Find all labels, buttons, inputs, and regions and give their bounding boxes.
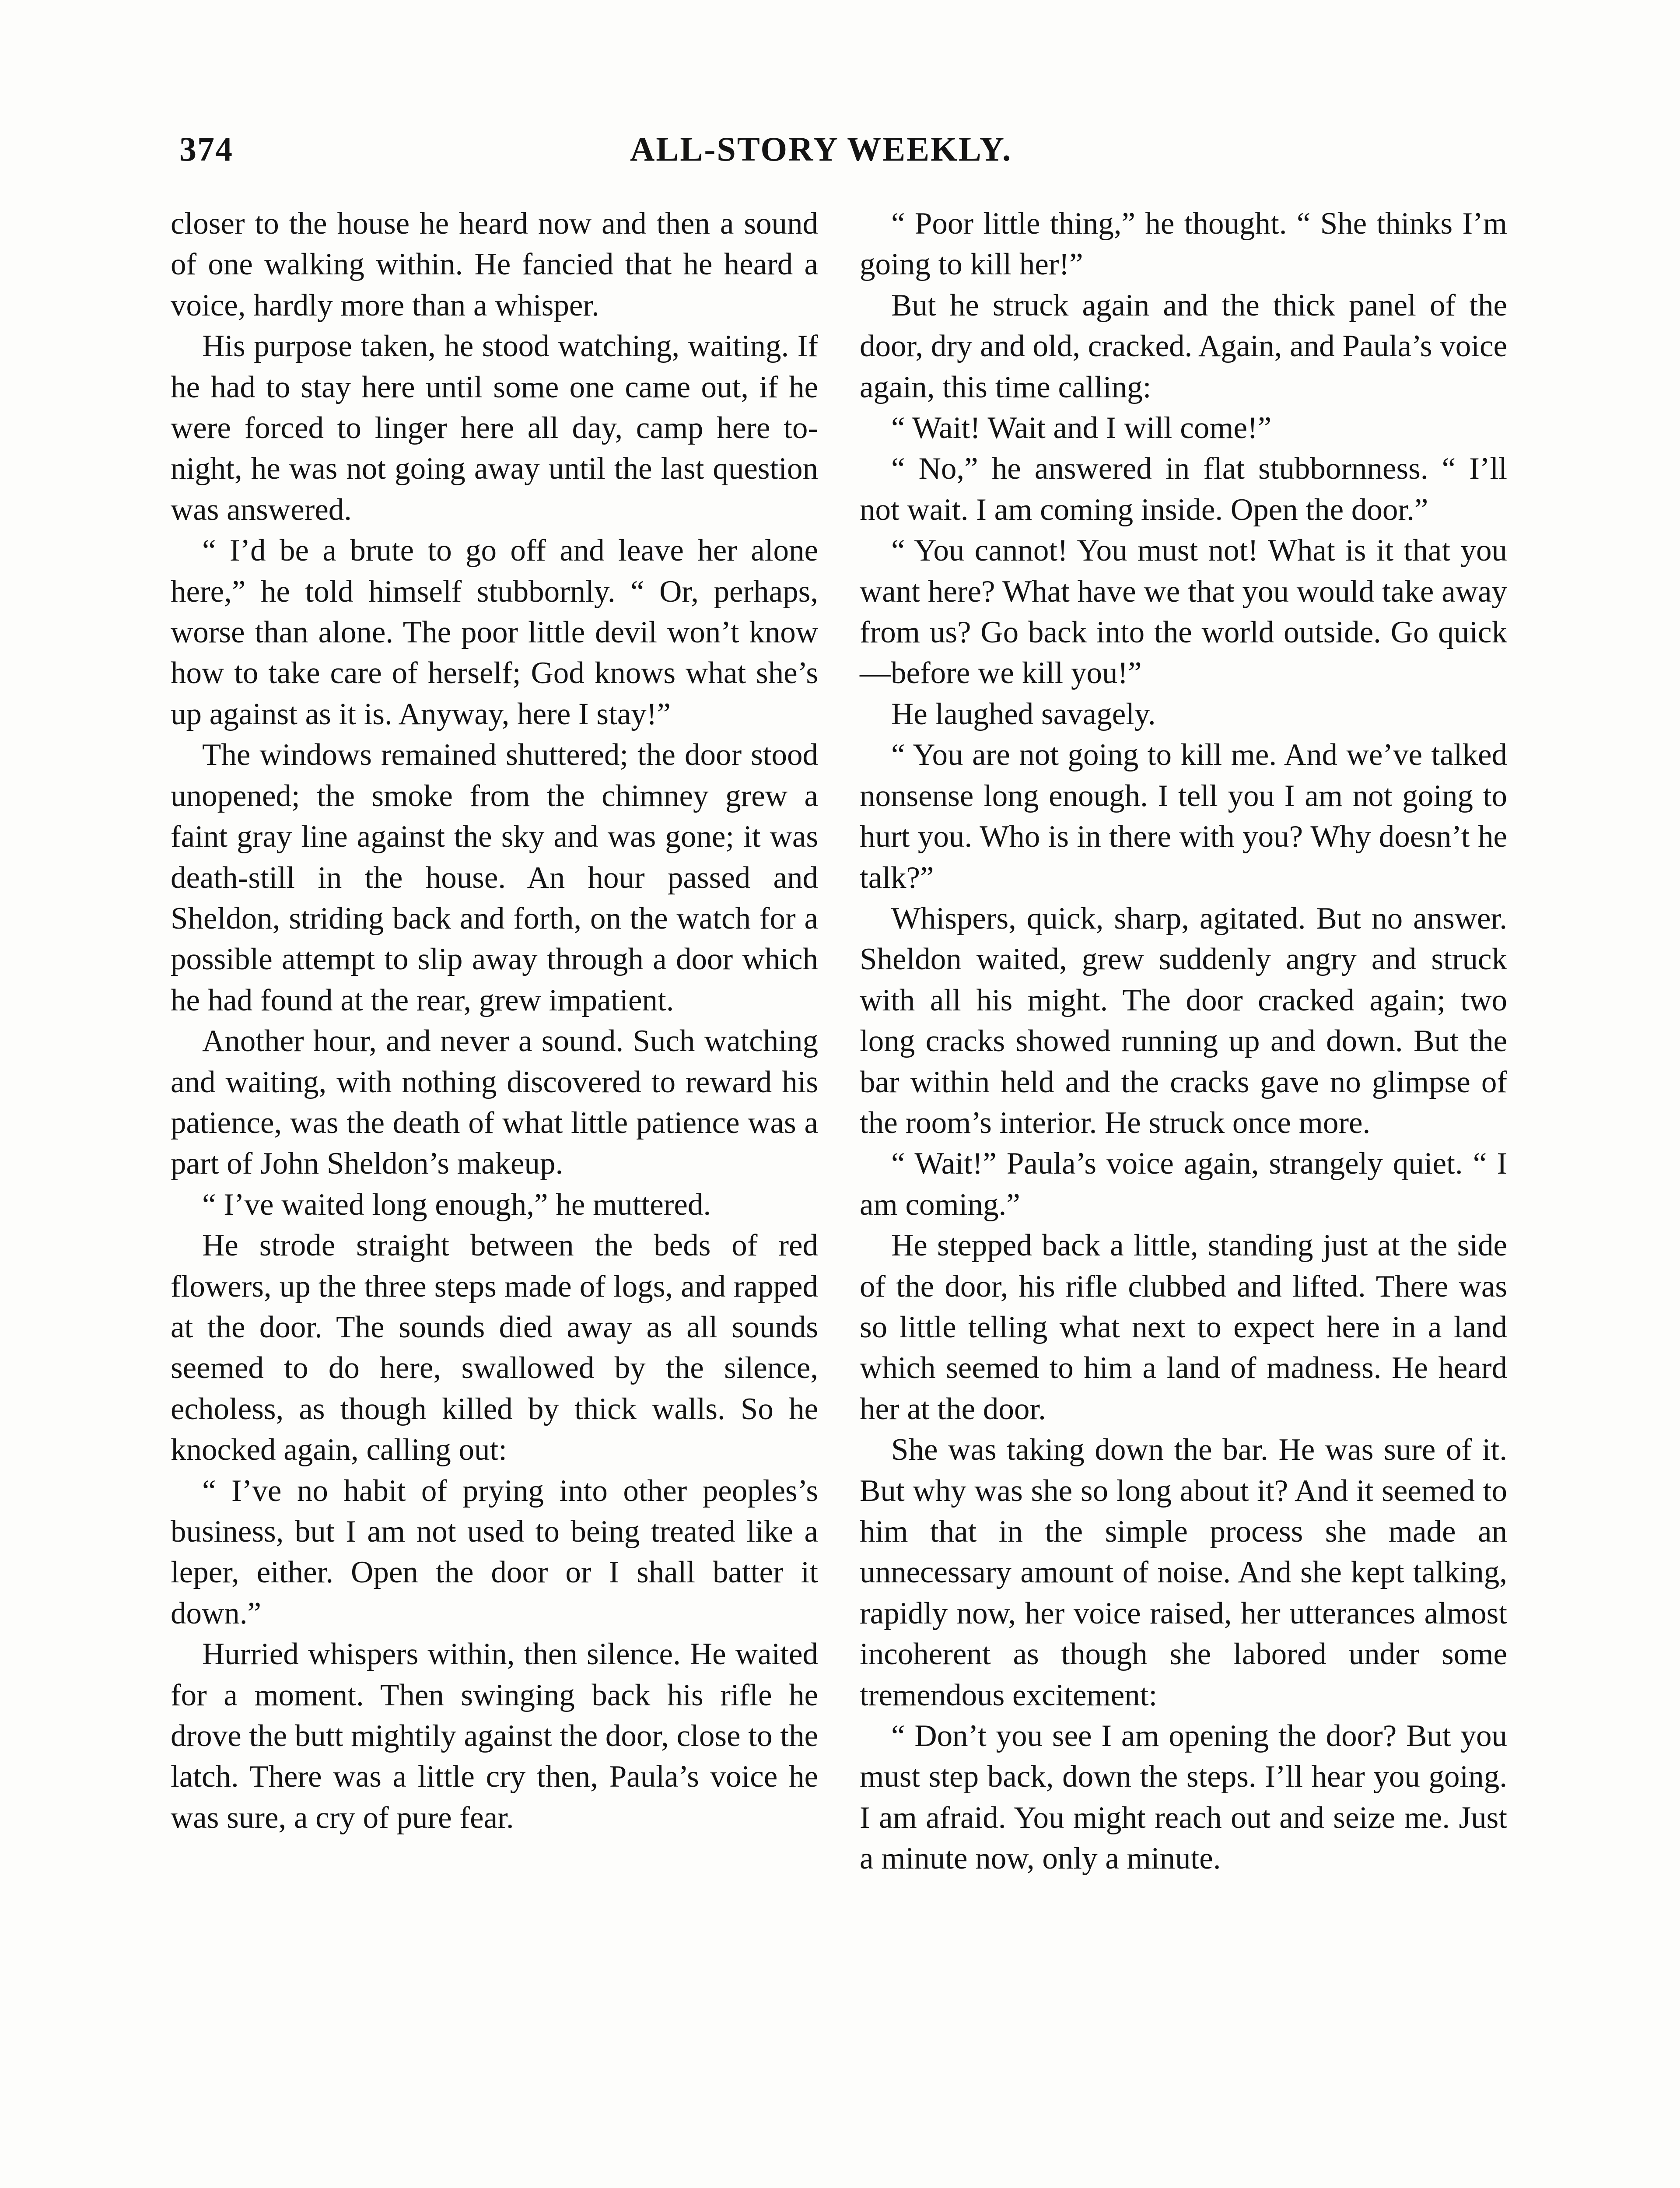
paragraph: “ I’d be a brute to go off and leave her alone here,” he told himself stubbornly. “ Or, perhaps, worse than alone. The poor little devil won’t know how to take care of herself; God knows what she’s up against as it is. Anyway, here I stay!” <box>171 533 818 731</box>
right-column <box>860 203 1507 1879</box>
page-number: 374 <box>179 130 233 168</box>
paragraph: “ No,” he answered in flat stubbornness. “ I’ll not wait. I am coming inside. Open the door.” <box>860 452 1507 527</box>
running-title: ALL-STORY WEEKLY. <box>630 130 1012 168</box>
paragraph: He stepped back a little, standing just at the side of the door, his rifle clubbed and lifted. There was so little telling what next to expect here in a land which seemed to him a land of madness. He heard her at the door. <box>860 1228 1507 1426</box>
paragraph: “ Wait! Wait and I will come!” <box>891 411 1272 445</box>
left-column <box>171 203 818 1838</box>
paragraph: He laughed savagely. <box>891 697 1156 731</box>
paragraph: closer to the house he heard now and then a sound of one walking within. He fancied that he heard a voice, hardly more than a whisper. <box>171 207 818 323</box>
paragraph: “ Poor little thing,” he thought. “ She thinks I’m going to kill her!” <box>860 207 1507 282</box>
paragraph: The windows remained shuttered; the door stood unopened; the smoke from the chimney grew a faint gray line against the sky and was gone; it was death-still in the house. An hour passed and Sheldon, striding back and forth, on the watch for a possible attempt to slip away through a door which he had found at the rear, grew impatient. <box>171 738 818 1017</box>
paragraph: Another hour, and never a sound. Such watching and waiting, with nothing discovered to reward his patience, was the death of what little patience was a part of John Sheldon’s makeup. <box>171 1024 818 1181</box>
paragraph: He strode straight between the beds of red flowers, up the three steps made of logs, and rapped at the door. The sounds died away as all sounds seemed to do here, swallowed by the silence, echoless, as though killed by thick walls. So he knocked again, calling out: <box>171 1228 818 1467</box>
paragraph: “ I’ve waited long enough,” he muttered. <box>202 1187 711 1222</box>
paragraph: “ Don’t you see I am opening the door? But you must step back, down the steps. I’ll hear you going. I am afraid. You might reach out and seize me. Just a minute now, only a minute. <box>860 1719 1507 1876</box>
paragraph: “ Wait!” Paula’s voice again, strangely quiet. “ I am coming.” <box>860 1147 1507 1222</box>
paragraph: But he struck again and the thick panel of the door, dry and old, cracked. Again, and Paula’s voice again, this time calling: <box>860 288 1507 404</box>
paragraph: “ You cannot! You must not! What is it that you want here? What have we that you would take away from us? Go back into the world outside. Go quick—before we kill you!” <box>860 533 1507 691</box>
paragraph: Whispers, quick, sharp, agitated. But no answer. Sheldon waited, grew suddenly angry and struck with all his might. The door cracked again; two long cracks showed running up and down. But the bar within held and the cracks gave no glimpse of the room’s interior. He struck once more. <box>860 901 1507 1140</box>
paragraph: His purpose taken, he stood watching, waiting. If he had to stay here until some one came out, if he were forced to linger here all day, camp here to-night, he was not going away until the last question was answered. <box>171 329 818 527</box>
paragraph: Hurried whispers within, then silence. He waited for a moment. Then swinging back his rifle he drove the butt mightily against the door, close to the latch. There was a little cry then, Paula’s voice he was sure, a cry of pure fear. <box>171 1637 818 1835</box>
paragraph: “ You are not going to kill me. And we’ve talked nonsense long enough. I tell you I am not going to hurt you. Who is in there with you? Why doesn’t he talk?” <box>860 738 1507 895</box>
paragraph: “ I’ve no habit of prying into other peoples’s business, but I am not used to being treated like a leper, either. Open the door or I shall batter it down.” <box>171 1473 818 1630</box>
paragraph: She was taking down the bar. He was sure of it. But why was she so long about it? And it seemed to him that in the simple process she made an unnecessary amount of noise. And she kept talking, rapidly now, her voice raised, her utterances almost incoherent as though she labored under some tremendous excitement: <box>860 1433 1507 1712</box>
